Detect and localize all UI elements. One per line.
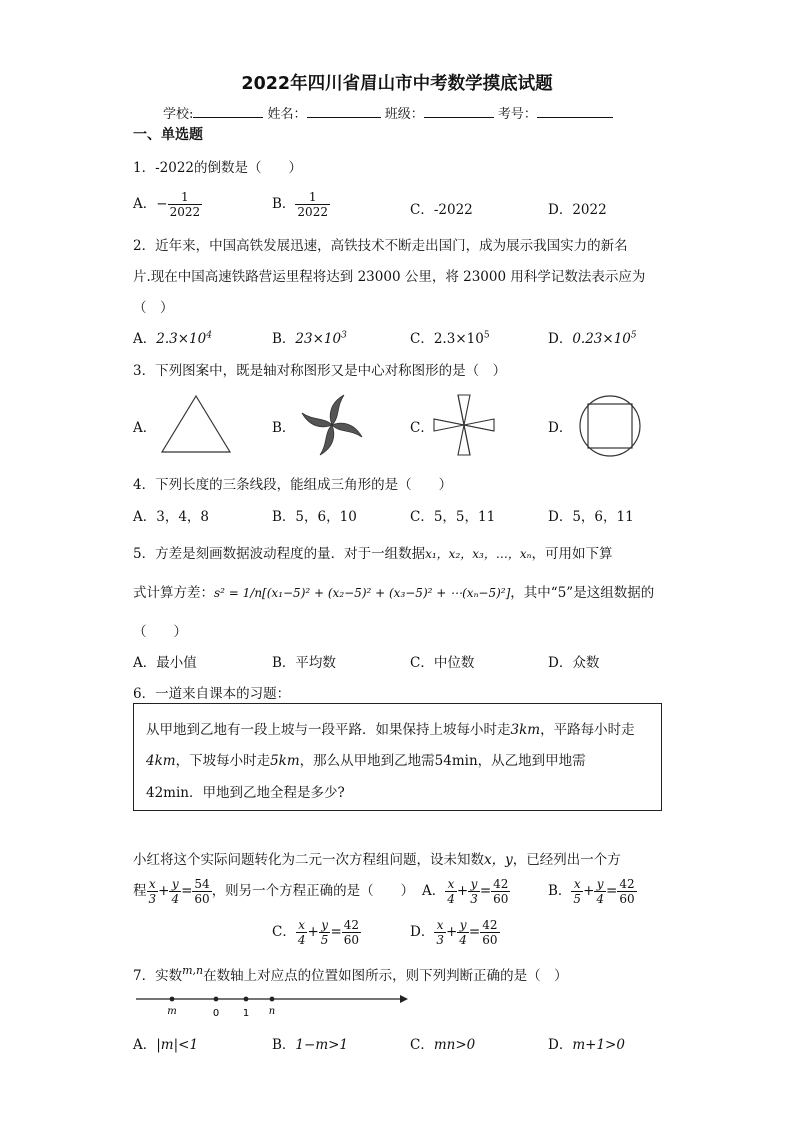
q6-option-b[interactable]: B． $\frac{x}{5}$ + $\frac{y}{4}$ = $\frac{42}{60}$: [548, 877, 635, 906]
q5-text-end: ，其中“5”是这组数据的: [510, 585, 655, 601]
q6-option-d[interactable]: D． $\frac{x}{3}$ + $\frac{y}{4}$ = $\frac{42}{60}$: [410, 918, 498, 947]
option-label: B．: [272, 331, 296, 347]
q3-stem: 3．下列图案中，既是轴对称图形又是中心对称图形的是（ ）: [133, 363, 507, 379]
box-text: ，下坡每小时走: [175, 753, 271, 769]
q4-stem: 4．下列长度的三条线段，能组成三角形的是（ ）: [133, 477, 453, 493]
speed-down: 5km: [270, 753, 300, 769]
q6-text-end: ，则另一个方程正确的是（ ）: [211, 883, 415, 899]
q5-line3: （ ）: [133, 624, 187, 640]
q7-text: 7．实数: [133, 968, 183, 984]
option-label: A．: [133, 331, 157, 347]
option-label: C．: [410, 331, 434, 347]
fraction: [168, 190, 203, 219]
q6-option-c[interactable]: C． $\frac{x}{4}$ + $\frac{y}{5}$ = $\frac{42}{60}$: [272, 918, 360, 947]
option-base: 2.3×10: [156, 331, 207, 347]
q2-option-c[interactable]: [410, 327, 490, 347]
q2-option-b[interactable]: [272, 327, 347, 347]
q6-text-end: ，已经列出一个方: [512, 852, 621, 868]
data-variables: x₁，x₂，x₃，…，xₙ: [425, 547, 532, 561]
option-label: A．: [422, 883, 446, 899]
q6-text: 小红将这个实际问题转化为二元一次方程组问题，设未知数: [133, 852, 484, 868]
textbook-problem-box: [133, 703, 662, 811]
triangle-figure: [160, 394, 232, 454]
exam-no-label: 考号：: [497, 107, 537, 122]
q5-text: 式计算方差：: [133, 585, 214, 601]
school-blank[interactable]: [193, 105, 263, 118]
option-label: C．: [410, 1037, 434, 1053]
q1-option-b[interactable]: [272, 190, 330, 219]
q6-option-a[interactable]: A． $\frac{x}{4}$ + $\frac{y}{3}$ = $\frac{42}{60}$: [422, 877, 509, 906]
q4-option-c[interactable]: C．5，5，11: [410, 509, 496, 525]
q2-line1: 2．近年来，中国高铁发展迅速，高铁技术不断走出国门，成为展示我国实力的新名: [133, 238, 628, 254]
option-expr: 1−m>1: [295, 1037, 349, 1053]
square-in-circle-figure: [577, 393, 643, 459]
option-expr: mn>0: [433, 1037, 476, 1053]
denominator: 2022: [297, 205, 328, 219]
q4-option-b[interactable]: B．5，6，10: [272, 509, 357, 525]
q5-option-b[interactable]: B．平均数: [272, 655, 336, 671]
q5-line2: [133, 581, 654, 601]
option-base: 0.23×10: [572, 331, 631, 347]
option-exponent: 5: [630, 330, 637, 341]
page-title: 2022年四川省眉山市中考数学摸底试题: [241, 74, 553, 94]
q5-text: 5．方差是刻画数据波动程度的量．对于一组数据: [133, 546, 426, 562]
numerator: 1: [168, 190, 203, 205]
box-text: ，平路每小时走: [540, 722, 635, 738]
class-label: 班级：: [384, 107, 424, 122]
option-exponent: 4: [206, 330, 212, 341]
minus-sign: −: [156, 196, 168, 212]
frac-y4: $\frac{y}{4}$: [171, 877, 180, 906]
axis-label-n: n: [268, 1006, 276, 1017]
denominator: 2022: [169, 205, 201, 219]
q7-option-d[interactable]: [548, 1033, 625, 1053]
class-blank[interactable]: [424, 105, 494, 118]
q1-option-c[interactable]: C．-2022: [410, 202, 473, 218]
option-label: D．: [548, 1037, 573, 1053]
q5-text-end: ，可用如下算: [531, 546, 613, 562]
time-ba: 42min: [146, 785, 189, 801]
q6-after-line1: [133, 848, 621, 868]
speed-flat: 4km: [146, 753, 176, 769]
q3-option-b-label[interactable]: B．: [272, 420, 296, 436]
option-label: B．: [272, 196, 296, 212]
box-text: ，从乙地到甲地需: [477, 753, 586, 769]
section-heading: 一、单选题: [133, 127, 203, 143]
option-label: A．: [133, 1037, 157, 1053]
q2-line3: （ ）: [133, 300, 174, 316]
name-label: 姓名：: [267, 107, 307, 122]
q5-option-d[interactable]: D．众数: [548, 655, 600, 671]
option-label: D．: [548, 331, 573, 347]
school-label: 学校:: [163, 107, 194, 122]
frac-x3: $\frac{x}{3}$: [148, 877, 157, 906]
option-base: 23×10: [295, 331, 342, 347]
student-info: [163, 103, 613, 122]
number-line: [136, 990, 408, 1022]
q1-option-a[interactable]: [133, 190, 202, 219]
exam-no-blank[interactable]: [537, 105, 613, 118]
q3-option-a-label[interactable]: A．: [133, 420, 157, 436]
variance-formula: s² = 1/n[(x₁−5)² + (x₂−5)² + (x₃−5)² + ⋯(xₙ−5)²]: [214, 586, 511, 600]
q3-option-d-label[interactable]: D．: [548, 420, 573, 436]
q2-option-d[interactable]: [548, 327, 637, 347]
q6-text: 程: [133, 883, 147, 899]
q2-option-a[interactable]: [133, 327, 212, 347]
real-vars: m,n: [182, 964, 204, 977]
q7-option-c[interactable]: [410, 1033, 475, 1053]
q6-stem: 6．一道来自课本的习题：: [133, 686, 291, 702]
speed-up: 3km: [510, 722, 541, 738]
q7-text-end: 在数轴上对应点的位置如图所示，则下列判断正确的是（ ）: [203, 968, 568, 984]
option-exponent: 5: [483, 330, 490, 341]
frac-54-60: $\frac{54}{60}$: [194, 877, 210, 906]
axis-label-zero: 0: [212, 1008, 220, 1019]
pinwheel-figure: [298, 391, 366, 459]
unknown-variables: x，y: [484, 852, 513, 868]
box-line-1: [146, 718, 635, 738]
option-label: C．: [272, 924, 296, 940]
q1-option-d[interactable]: D．2022: [548, 202, 607, 218]
q1-stem: 1．-2022的倒数是（ ）: [133, 160, 303, 176]
q5-line1: [133, 542, 612, 562]
q2-line2: 片.现在中国高速铁路营运里程将达到 23000 公里，将 23000 用科学记数法表示应为: [133, 269, 646, 285]
windmill-figure: [432, 393, 496, 457]
q4-option-d[interactable]: D．5，6，11: [548, 509, 634, 525]
name-blank[interactable]: [307, 105, 381, 118]
option-base: 2.3×10: [433, 331, 484, 347]
q4-option-a[interactable]: A．3，4，8: [133, 509, 210, 525]
q5-option-a[interactable]: A．最小值: [133, 655, 197, 671]
option-label: B．: [272, 1037, 296, 1053]
axis-label-one: 1: [242, 1008, 250, 1019]
option-expr: m+1>0: [572, 1037, 625, 1053]
q6-after-line2: 程 $\frac{x}{3}$ + $\frac{y}{4}$ = $\frac{54}{60}$ ，则另一个方程正确的是（ ）: [133, 877, 415, 906]
box-text: ．甲地到乙地全程是多少?: [189, 785, 345, 801]
numerator: 1: [295, 190, 330, 205]
q3-option-c-label[interactable]: C．: [410, 420, 434, 436]
option-label: D．: [410, 924, 435, 940]
box-line-3: [146, 781, 345, 801]
option-label: A．: [133, 196, 157, 212]
box-text: ，那么从甲地到乙地需: [299, 753, 435, 769]
axis-label-m: m: [167, 1006, 177, 1017]
option-exponent: 3: [341, 330, 347, 341]
option-expr: |m|<1: [156, 1037, 199, 1053]
time-ab: 54min: [434, 753, 478, 769]
q5-option-c[interactable]: C．中位数: [410, 655, 475, 671]
box-line-2: [146, 749, 586, 769]
option-label: B．: [548, 883, 572, 899]
q7-stem: [133, 964, 568, 984]
q7-option-b[interactable]: [272, 1033, 348, 1053]
fraction: [295, 190, 330, 219]
box-text: 从甲地到乙地有一段上坡与一段平路．如果保持上坡每小时走: [146, 722, 511, 738]
q7-option-a[interactable]: [133, 1033, 198, 1053]
